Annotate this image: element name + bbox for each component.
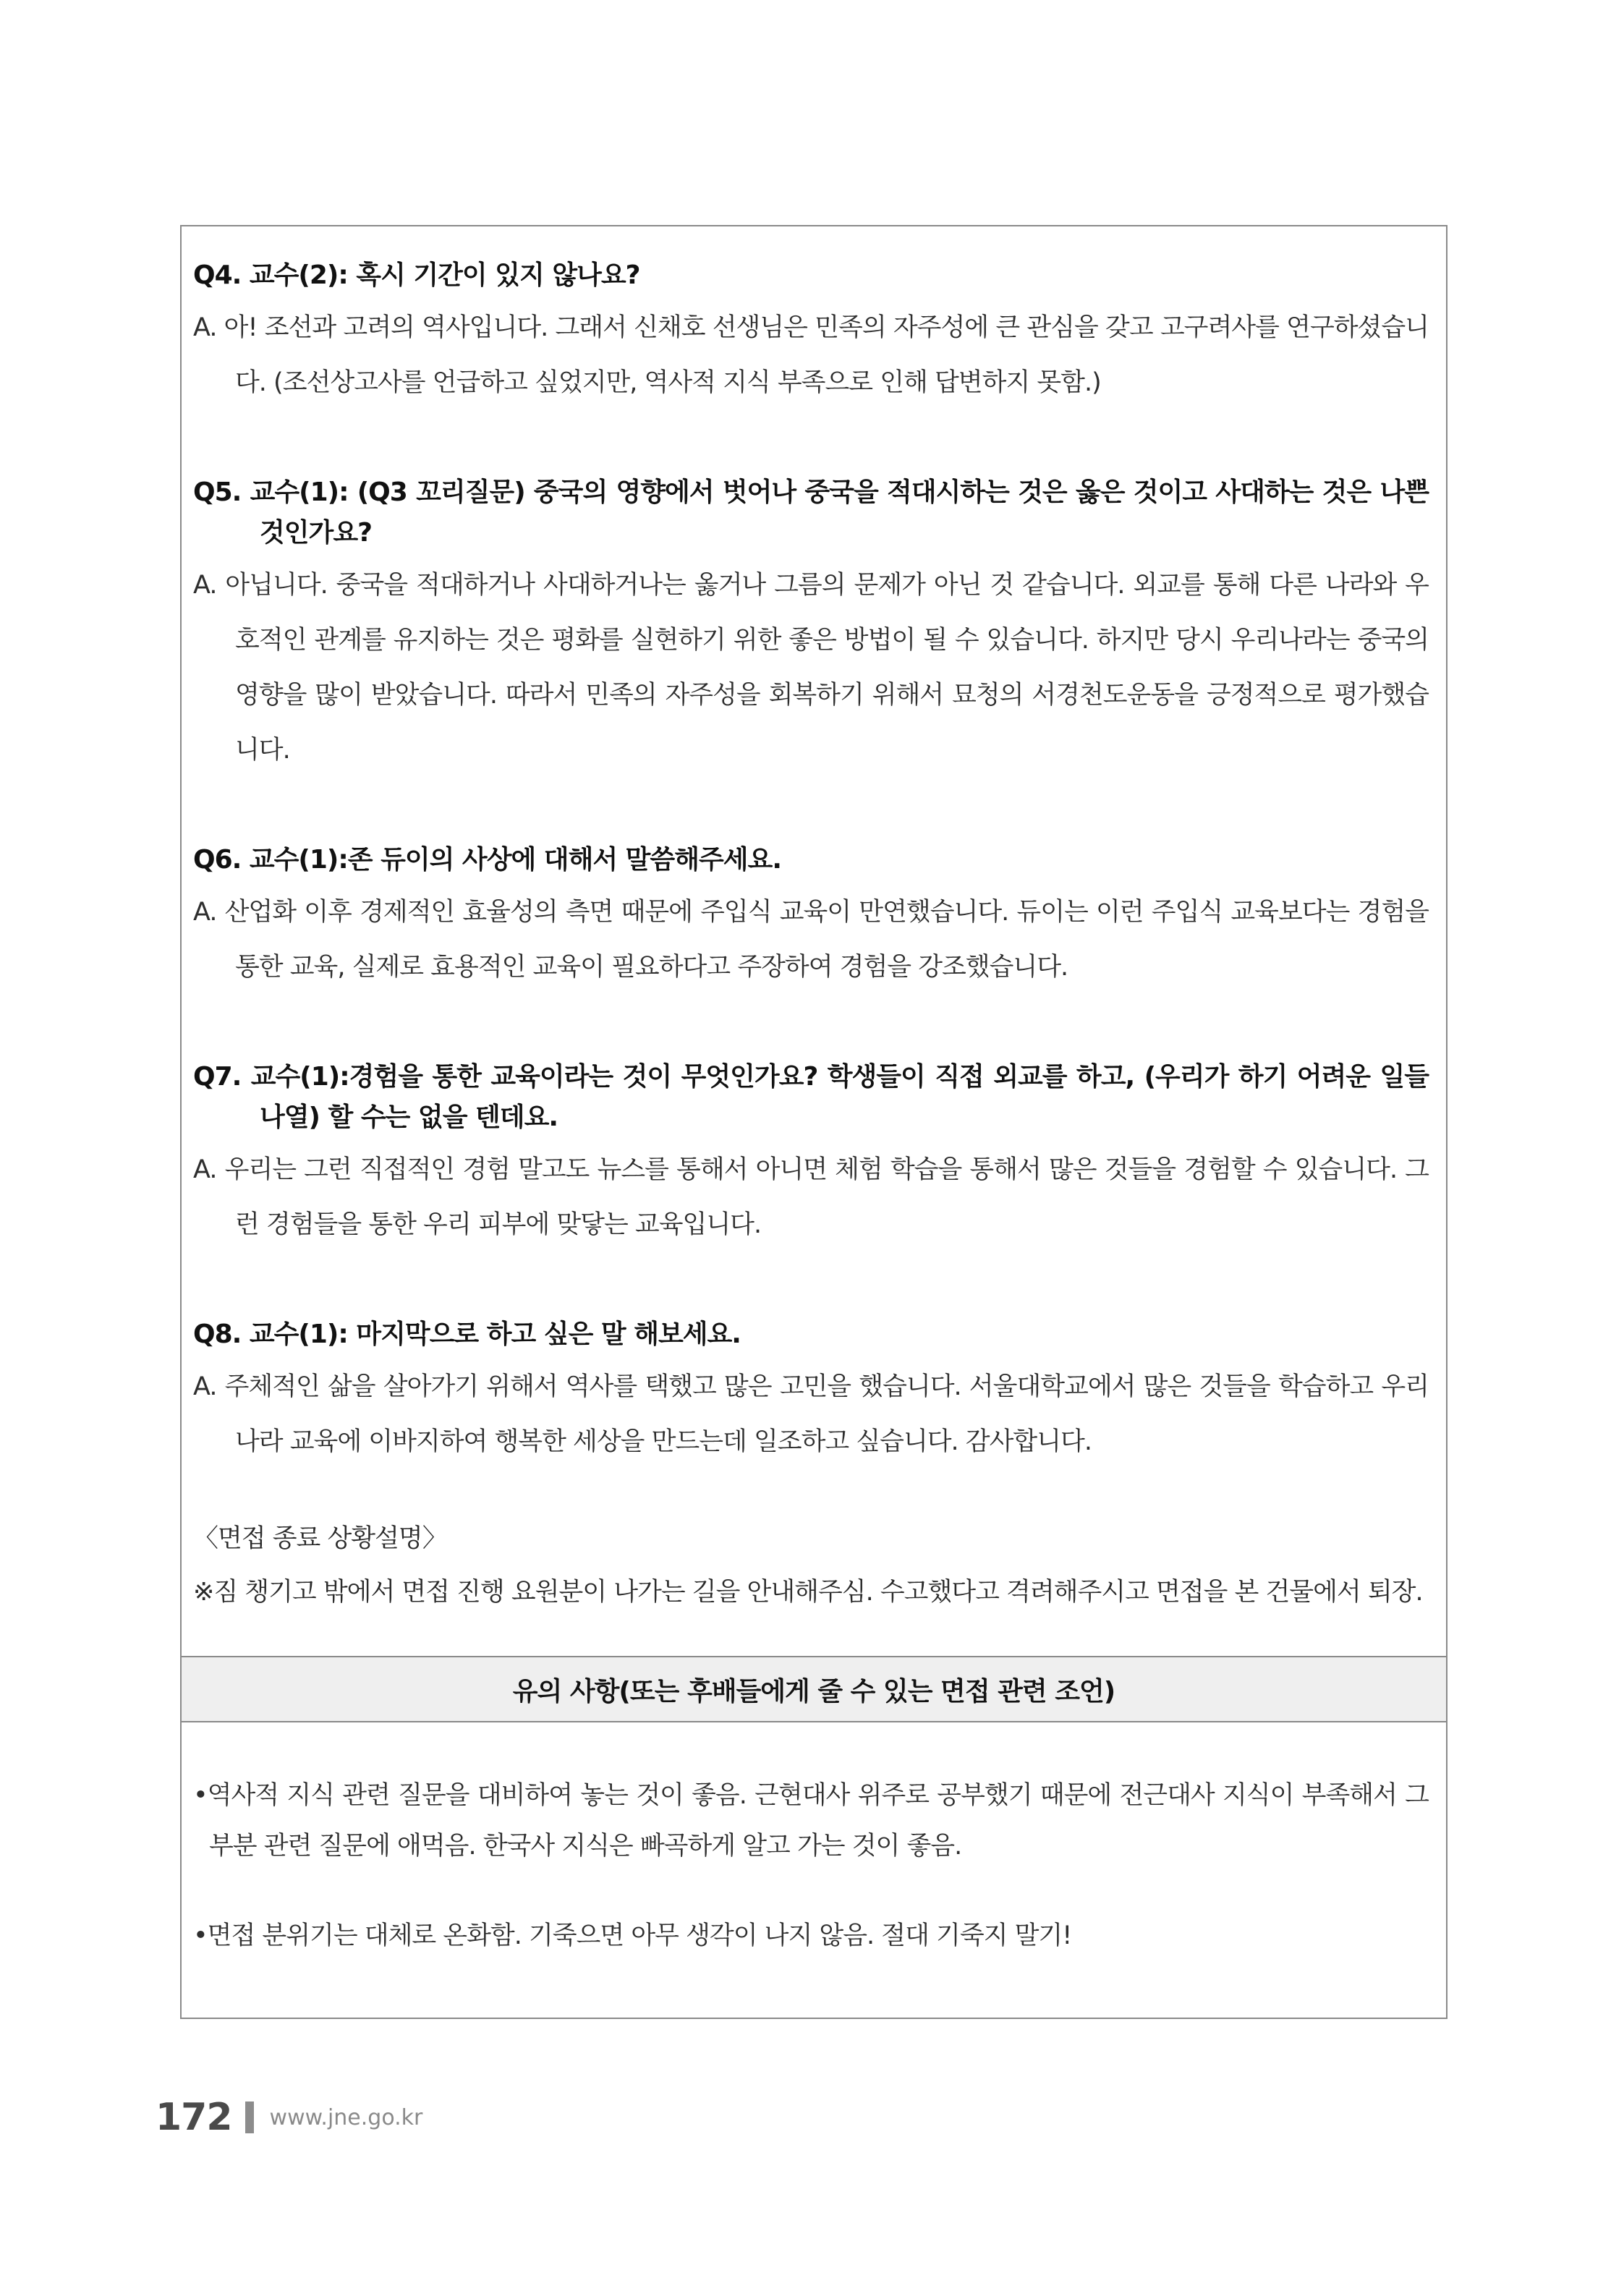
qa-item-q8 bbox=[193, 1314, 1429, 1469]
qa-item-q5 bbox=[193, 472, 1429, 778]
advice-header-label: 유의 사항(또는 후배들에게 줄 수 있는 면접 관련 조언) bbox=[512, 1676, 1115, 1707]
advice-tip: •역사적 지식 관련 질문을 대비하여 놓는 것이 좋음. 근현대사 위주로 공부했기 때문에 전근대사 지식이 부족해서 그 부분 관련 질문에 애먹음. 한국사 지식은 빠곡하게 알고 가는 것이 좋음. bbox=[193, 1781, 1429, 1861]
page-footer bbox=[156, 2096, 422, 2139]
question-text: Q6. 교수(1):존 듀이의 사상에 대해서 말씀해주세요. bbox=[193, 845, 781, 875]
footer-url: www.jne.go.kr bbox=[269, 2104, 423, 2130]
answer-text: A. 우리는 그런 직접적인 경험 말고도 뉴스를 통해서 아니면 체험 학습을 통해서 많은 것들을 경험할 수 있습니다. 그런 경험들을 통한 우리 피부에 맞닿는 교육입니다. bbox=[193, 1155, 1429, 1239]
page-number: 172 bbox=[156, 2096, 232, 2139]
answer-text: A. 아! 조선과 고려의 역사입니다. 그래서 신채호 선생님은 민족의 자주성에 큰 관심을 갖고 고구려사를 연구하셨습니다. (조선상고사를 언급하고 싶었지만, 역사적 지식 부족으로 인해 답변하지 못함.) bbox=[193, 313, 1429, 397]
divider-bar bbox=[245, 2101, 254, 2133]
question-text: Q8. 교수(1): 마지막으로 하고 싶은 말 해보세요. bbox=[193, 1319, 741, 1349]
closing-title: 〈면접 종료 상황설명〉 bbox=[193, 1524, 447, 1553]
answer-text: A. 산업화 이후 경제적인 효율성의 측면 때문에 주입식 교육이 만연했습니다. 듀이는 이런 주입식 교육보다는 경험을 통한 교육, 실제로 효용적인 교육이 필요하다고 주장하여 경험을 강조했습니다. bbox=[193, 898, 1429, 982]
qa-item-q6 bbox=[193, 840, 1429, 995]
question-text: Q4. 교수(2): 혹시 기간이 있지 않나요? bbox=[193, 260, 640, 290]
qa-item-q4 bbox=[193, 255, 1429, 410]
answer-text: A. 주체적인 삶을 살아가기 위해서 역사를 택했고 많은 고민을 했습니다. 서울대학교에서 많은 것들을 학습하고 우리나라 교육에 이바지하여 행복한 세상을 만드는데 일조하고 싶습니다. 감사합니다. bbox=[193, 1372, 1429, 1456]
answer-text: A. 아닙니다. 중국을 적대하거나 사대하거나는 옳거나 그름의 문제가 아닌 것 같습니다. 외교를 통해 다른 나라와 우호적인 관계를 유지하는 것은 평화를 실현하기 위한 좋은 방법이 될 수 있습니다. 하지만 당시 우리나라는 중국의 영향을 많이 받았습니다. 따라서 민족의 자주성을 회복하기 위해서 묘청의 서경천도운동을 긍정적으로 평가했습니다. bbox=[193, 571, 1429, 765]
question-text: Q5. 교수(1): (Q3 꼬리질문) 중국의 영향에서 벗어나 중국을 적대시하는 것은 옳은 것이고 사대하는 것은 나쁜 것인가요? bbox=[193, 477, 1429, 548]
closing-note: ※짐 챙기고 밖에서 면접 진행 요원분이 나가는 길을 안내해주심. 수고했다고 격려해주시고 면접을 본 건물에서 퇴장. bbox=[193, 1578, 1423, 1607]
advice-tip: •면접 분위기는 대체로 온화함. 기죽으면 아무 생각이 나지 않음. 절대 기죽지 말기! bbox=[193, 1921, 1072, 1950]
qa-item-q7 bbox=[193, 1057, 1429, 1252]
qa-section bbox=[182, 226, 1446, 1656]
advice-tips bbox=[182, 1722, 1446, 2000]
interview-record-box bbox=[180, 225, 1447, 2019]
question-text: Q7. 교수(1):경험을 통한 교육이라는 것이 무엇인가요? 학생들이 직접 외교를 하고, (우리가 하기 어려운 일들 나열) 할 수는 없을 텐데요. bbox=[193, 1062, 1429, 1132]
advice-header bbox=[182, 1656, 1446, 1722]
